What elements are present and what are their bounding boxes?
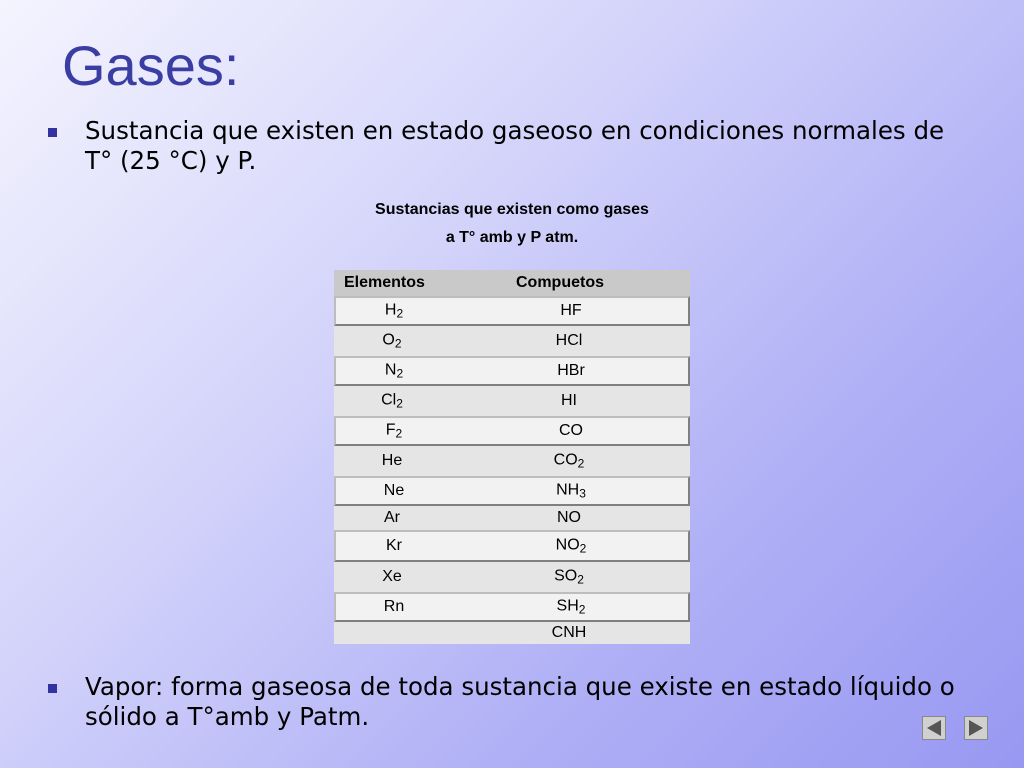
table-row — [334, 446, 690, 476]
formula-base: Ne — [383, 482, 405, 499]
element-cell — [374, 392, 410, 411]
formula-base: CO — [553, 451, 578, 469]
formula-base: Rn — [383, 598, 405, 615]
element-cell — [376, 302, 412, 321]
element-cell — [374, 568, 410, 586]
formula-subscript: 2 — [578, 602, 586, 617]
formula-subscript: 2 — [396, 306, 404, 321]
formula-base: He — [381, 452, 403, 469]
next-slide-button[interactable] — [964, 716, 988, 740]
formula-subscript: 3 — [579, 486, 586, 501]
formula-base: Ar — [384, 509, 400, 526]
compound-cell — [504, 392, 634, 410]
table-row — [334, 296, 690, 326]
table-row — [334, 506, 690, 530]
compound-cell — [506, 598, 636, 617]
formula-base: HCl — [555, 332, 583, 349]
header-compuestos: Compuetos — [516, 274, 604, 291]
formula-base: F — [385, 421, 396, 439]
header-elementos: Elementos — [344, 274, 425, 291]
table-row — [334, 622, 690, 644]
element-cell — [376, 422, 412, 441]
compound-cell — [504, 452, 634, 471]
element-cell — [376, 482, 412, 500]
formula-base: SH — [556, 597, 579, 615]
table-row — [334, 530, 690, 562]
formula-base: Cl — [381, 391, 397, 409]
table-row — [334, 326, 690, 356]
formula-base: CNH — [551, 624, 587, 641]
formula-base: NH — [556, 481, 580, 499]
element-cell — [374, 452, 410, 470]
compound-cell — [504, 509, 634, 527]
formula-subscript: 2 — [394, 336, 402, 351]
formula-subscript: 2 — [577, 456, 585, 471]
bullet-item-vapor — [48, 672, 985, 732]
formula-base: O — [382, 331, 395, 349]
table-caption-line1: Sustancias que existen como gases — [375, 201, 649, 218]
compound-cell — [504, 332, 634, 350]
table-row — [334, 476, 690, 506]
table-header — [334, 270, 690, 296]
table-row — [334, 386, 690, 416]
compound-cell — [506, 302, 636, 320]
element-cell — [374, 509, 410, 527]
table-row — [334, 562, 690, 592]
formula-subscript: 2 — [577, 572, 584, 587]
table-caption-line2: a T° amb y P atm. — [445, 229, 579, 246]
formula-base: CO — [559, 422, 583, 439]
formula-base: NO — [557, 509, 581, 526]
bullet-text: Sustancia que existen en estado gaseoso en condiciones normales de T° (25 °C) y P. — [85, 116, 945, 175]
formula-base: N — [384, 361, 397, 379]
formula-base: HBr — [557, 362, 585, 379]
triangle-left-icon — [923, 717, 945, 739]
formula-subscript: 2 — [396, 366, 404, 381]
triangle-right-icon — [965, 717, 987, 739]
formula-base: H — [384, 301, 397, 319]
compound-cell — [506, 422, 636, 440]
compound-cell — [506, 537, 636, 556]
bullet-text: Vapor: forma gaseosa de toda sustancia que existe en estado líquido o sólido a T°amb y Patm. — [85, 672, 955, 731]
element-cell — [376, 537, 412, 555]
element-cell — [374, 332, 410, 351]
compound-cell — [506, 482, 636, 501]
table-row — [334, 356, 690, 386]
formula-base: HF — [560, 302, 582, 319]
formula-base: NO — [555, 536, 580, 554]
formula-base: Kr — [386, 537, 402, 554]
table-row — [334, 592, 690, 622]
compound-cell — [504, 568, 634, 587]
formula-base: HI — [561, 392, 577, 409]
element-cell — [376, 598, 412, 616]
formula-base: SO — [554, 567, 578, 585]
compound-cell — [506, 362, 636, 380]
formula-subscript: 2 — [579, 541, 587, 556]
table-row — [334, 416, 690, 446]
bullet-item-definition — [48, 116, 965, 176]
formula-subscript: 2 — [396, 396, 403, 411]
formula-subscript: 2 — [395, 426, 403, 441]
compound-cell — [504, 624, 634, 642]
previous-slide-button[interactable] — [922, 716, 946, 740]
bullet-square-icon — [48, 128, 57, 137]
gases-table — [334, 270, 690, 644]
bullet-square-icon — [48, 684, 57, 693]
formula-base: Xe — [382, 568, 402, 585]
slide-title: Gases: — [62, 34, 240, 97]
element-cell — [376, 362, 412, 381]
